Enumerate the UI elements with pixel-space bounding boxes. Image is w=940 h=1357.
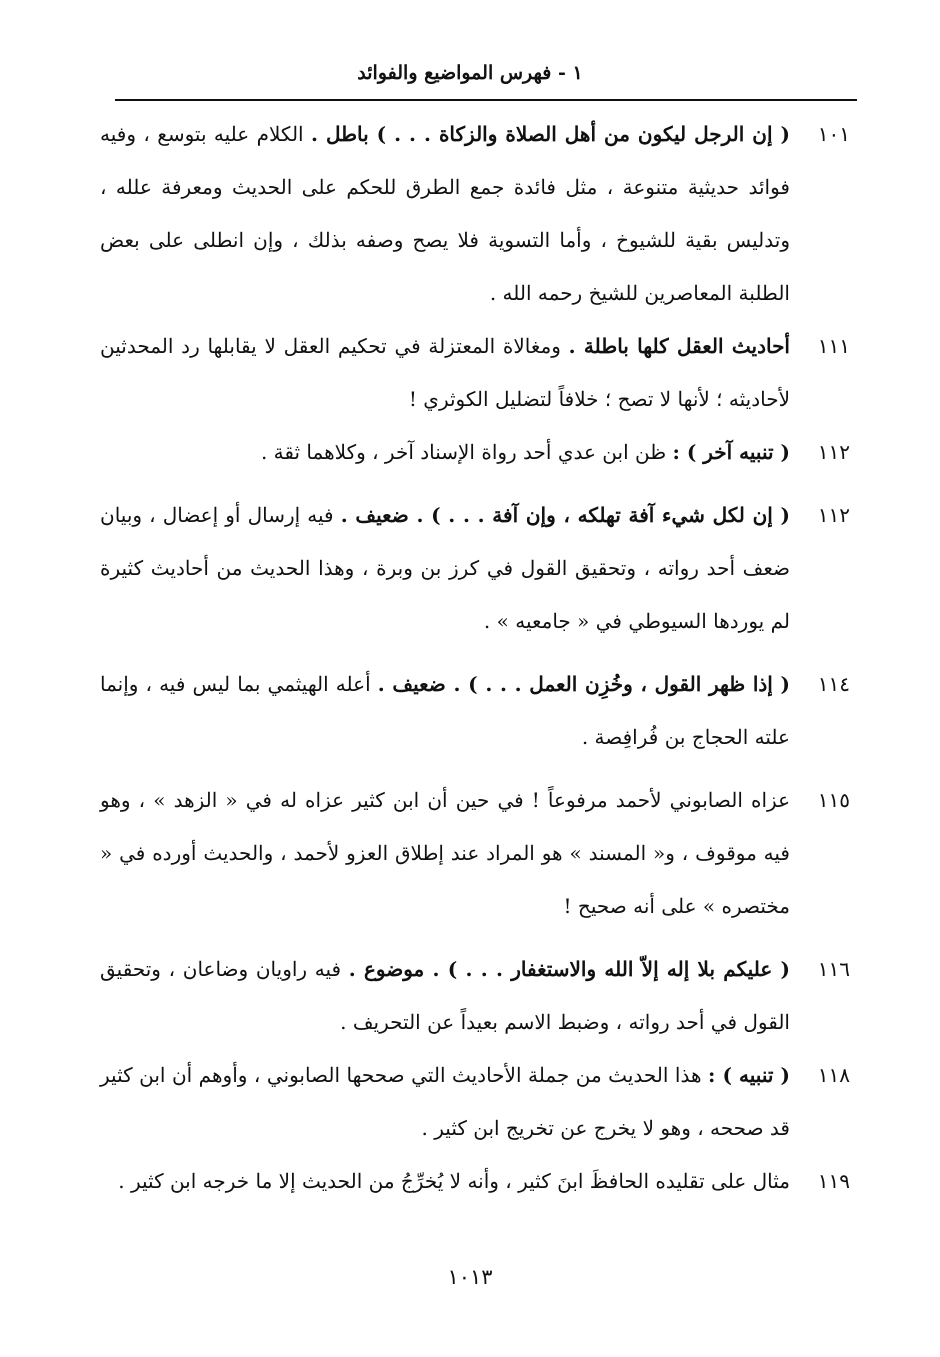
entry-page-number: ١١٦ [817, 957, 850, 981]
index-entry [100, 943, 850, 1049]
entry-page-number: ١١٢ [817, 440, 850, 464]
entry-body [100, 1155, 790, 1208]
index-entry [100, 320, 850, 426]
entry-body [100, 774, 790, 933]
entry-heading: ( إذا ظهر القول ، وخُزِن العمل . . . ) . ضعيف . [377, 672, 791, 696]
index-entry [100, 108, 850, 320]
page-number: ١٠١٣ [447, 1265, 493, 1289]
entry-body [100, 426, 790, 479]
index-entry [100, 426, 850, 479]
header-rule [115, 99, 857, 101]
entry-text: ظن ابن عدي أحد رواة الإسناد آخر ، وكلاهما ثقة . [260, 440, 673, 464]
running-head-title: ١ - فهرس المواضيع والفوائد [357, 62, 583, 84]
entry-heading: ( إن لكل شيء آفة تهلكه ، وإن آفة . . . ) . ضعيف . [340, 503, 790, 527]
entry-text: عزاه الصابوني لأحمد مرفوعاً ! في حين أن ابن كثير عزاه له في « الزهد » ، وهو فيه موقوف ، و« المسند » هو المراد عند إطلاق العزو لأحمد ، والحديث أورده في « مختصره » على أنه صحيح ! [100, 788, 790, 918]
entry-page-number: ١٠١ [817, 122, 850, 146]
entry-heading: أحاديث العقل كلها باطلة . [568, 334, 790, 358]
index-entry [100, 489, 850, 648]
entry-body [100, 658, 790, 764]
entry-page-number: ١١٥ [817, 788, 850, 812]
entry-body [100, 943, 790, 1049]
index-entry [100, 1049, 850, 1155]
entry-text: مثال على تقليده الحافظَ ابنَ كثير ، وأنه لا يُخرِّجُ من الحديث إلا ما خرجه ابن كثير . [118, 1169, 790, 1193]
entry-page-number: ١١٢ [817, 503, 850, 527]
entry-text: فيه إرسال أو إعضال ، وبيان ضعف أحد رواته ، وتحقيق القول في كرز بن وبرة ، وهذا الحديث من أحاديث كثيرة لم يوردها السيوطي في « جامعيه » . [100, 503, 790, 633]
entry-body [100, 320, 790, 426]
entry-text: فيه راويان وضاعان ، وتحقيق القول في أحد رواته ، وضبط الاسم بعيداً عن التحريف . [100, 957, 790, 1034]
entry-page-number: ١١٩ [817, 1169, 850, 1193]
entry-body [100, 489, 790, 648]
index-entry [100, 658, 850, 764]
entry-text: ومغالاة المعتزلة في تحكيم العقل لا يقابلها رد المحدثين لأحاديثه ؛ لأنها لا تصح ؛ خلافاً لتضليل الكوثري ! [100, 334, 790, 411]
entry-page-number: ١١١ [817, 334, 850, 358]
entry-text: أعله الهيثمي بما ليس فيه ، وإنما علته الحجاج بن فُرافِصة . [100, 672, 790, 749]
entry-page-number: ١١٨ [817, 1063, 850, 1087]
entry-heading: ( عليكم بلا إله إلاّ الله والاستغفار . . . ) . موضوع . [348, 957, 790, 981]
entry-heading: ( إن الرجل ليكون من أهل الصلاة والزكاة . . . ) باطل . [311, 122, 790, 146]
entry-body [100, 108, 790, 320]
entry-heading: ( تنبيه ) : [708, 1063, 790, 1087]
entry-text: هذا الحديث من جملة الأحاديث التي صححها الصابوني ، وأوهم أن ابن كثير قد صححه ، وهو لا يخرج عن تخريج ابن كثير . [100, 1063, 790, 1140]
entry-heading: ( تنبيه آخر ) : [672, 440, 790, 464]
index-entries [100, 108, 850, 1208]
entry-body [100, 1049, 790, 1155]
index-entry [100, 1155, 850, 1208]
entry-text: الكلام عليه بتوسع ، وفيه فوائد حديثية متنوعة ، مثل فائدة جمع الطرق للحكم على الحديث ومعرفة علله ، وتدليس بقية للشيوخ ، وأما التسوية فلا يصح وصفه بذلك ، وإن انطلى على بعض الطلبة المعاصرين للشيخ رحمه الله . [100, 122, 790, 305]
entry-page-number: ١١٤ [817, 672, 850, 696]
index-entry [100, 774, 850, 933]
